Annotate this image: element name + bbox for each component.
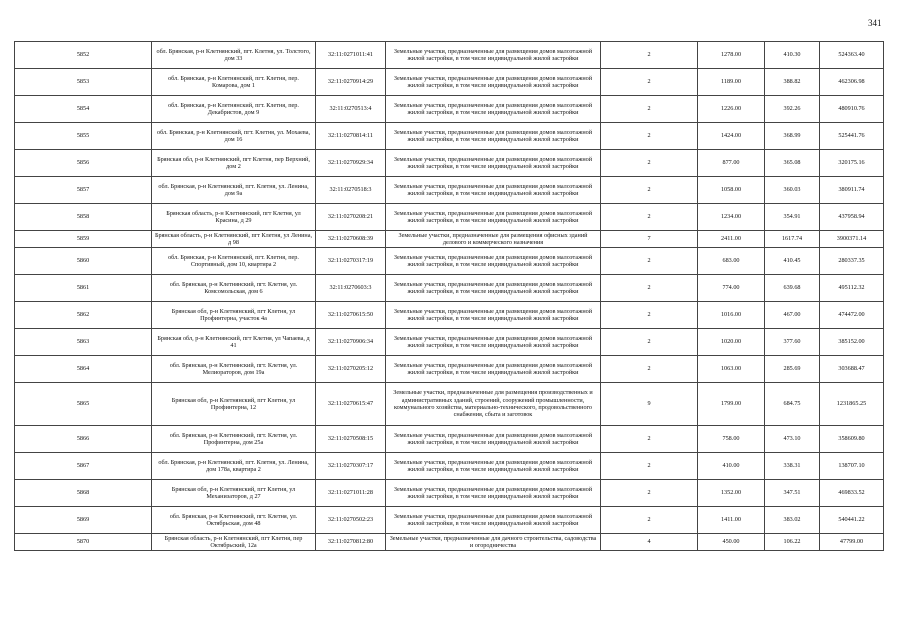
land-use-cell: Земельные участки, предназначенные для размещения домов малоэтажной жилой застройки, в том числе индивидуальной жилой застройки <box>386 507 601 534</box>
land-use-cell: Земельные участки, предназначенные для размещения офисных зданий делового и коммерческого назначения <box>386 231 601 248</box>
page-number: 341 <box>868 18 882 28</box>
specific-value-cell: 354.91 <box>765 204 820 231</box>
address-cell: Брянская область, р-н Клетнянский, пгт Клетня, пер Октябрьский, 12а <box>152 534 316 551</box>
group-cell: 2 <box>601 329 698 356</box>
group-cell: 2 <box>601 453 698 480</box>
land-use-cell: Земельные участки, предназначенные для размещения домов малоэтажной жилой застройки, в том числе индивидуальной жилой застройки <box>386 150 601 177</box>
specific-value-cell: 388.82 <box>765 69 820 96</box>
specific-value-cell: 467.00 <box>765 302 820 329</box>
table-row <box>15 534 884 551</box>
row-number: 5862 <box>15 302 152 329</box>
cadastral-value-cell: 303688.47 <box>820 356 884 383</box>
specific-value-cell: 639.68 <box>765 275 820 302</box>
row-number: 5870 <box>15 534 152 551</box>
area-cell: 1424.00 <box>698 123 765 150</box>
area-cell: 1189.00 <box>698 69 765 96</box>
table-row <box>15 507 884 534</box>
area-cell: 1020.00 <box>698 329 765 356</box>
land-use-cell: Земельные участки, предназначенные для размещения домов малоэтажной жилой застройки, в том числе индивидуальной жилой застройки <box>386 480 601 507</box>
address-cell: обл. Брянская, р-н Клетнянский, пгт. Клетня, ул. Ленина, дом 9а <box>152 177 316 204</box>
land-use-cell: Земельные участки, предназначенные для размещения домов малоэтажной жилой застройки, в том числе индивидуальной жилой застройки <box>386 96 601 123</box>
address-cell: Брянская обл, р-н Клетнянский, пгт Клетня, ул Профинтерна, 12 <box>152 383 316 426</box>
cadastral-number-cell: 32:11:0270205:12 <box>316 356 386 383</box>
address-cell: Брянская область, р-н Клетнянский, пгт Клетня, ул Красина, д 29 <box>152 204 316 231</box>
group-cell: 2 <box>601 177 698 204</box>
land-use-cell: Земельные участки, предназначенные для размещения домов малоэтажной жилой застройки, в том числе индивидуальной жилой застройки <box>386 69 601 96</box>
land-use-cell: Земельные участки, предназначенные для размещения производственных и административных зданий, строений, сооружений промышленности, коммунального хозяйства, материально-технического, продовольственного снабжения, сбыта и заготовок <box>386 383 601 426</box>
cadastral-number-cell: 32:11:0270615:47 <box>316 383 386 426</box>
table-body <box>15 42 884 551</box>
cadastral-value-cell: 3900371.14 <box>820 231 884 248</box>
address-cell: обл. Брянская, р-н Клетнянский, пгт. Клетня, ул. Комсомольская, дом 6 <box>152 275 316 302</box>
specific-value-cell: 338.31 <box>765 453 820 480</box>
land-use-cell: Земельные участки, предназначенные для размещения домов малоэтажной жилой застройки, в том числе индивидуальной жилой застройки <box>386 426 601 453</box>
cadastral-value-cell: 280337.35 <box>820 248 884 275</box>
specific-value-cell: 1617.74 <box>765 231 820 248</box>
area-cell: 410.00 <box>698 453 765 480</box>
group-cell: 9 <box>601 383 698 426</box>
group-cell: 4 <box>601 534 698 551</box>
cadastral-number-cell: 32:11:0270603:3 <box>316 275 386 302</box>
specific-value-cell: 360.03 <box>765 177 820 204</box>
cadastral-value-cell: 480910.76 <box>820 96 884 123</box>
specific-value-cell: 410.45 <box>765 248 820 275</box>
cadastral-value-cell: 385152.00 <box>820 329 884 356</box>
cadastral-number-cell: 32:11:0270608:39 <box>316 231 386 248</box>
cadastral-value-cell: 525441.76 <box>820 123 884 150</box>
area-cell: 1063.00 <box>698 356 765 383</box>
cadastral-number-cell: 32:11:0270508:15 <box>316 426 386 453</box>
area-cell: 1234.00 <box>698 204 765 231</box>
row-number: 5857 <box>15 177 152 204</box>
area-cell: 683.00 <box>698 248 765 275</box>
group-cell: 2 <box>601 69 698 96</box>
cadastral-value-cell: 540441.22 <box>820 507 884 534</box>
specific-value-cell: 106.22 <box>765 534 820 551</box>
address-cell: обл. Брянская, р-н Клетнянский, пгт. Клетня, пер. Спортивный, дом 10, квартира 2 <box>152 248 316 275</box>
address-cell: обл. Брянская, р-н Клетнянский, пгт. Клетня, ул. Профинтерна, дом 25а <box>152 426 316 453</box>
land-use-cell: Земельные участки, предназначенные для размещения домов малоэтажной жилой застройки, в том числе индивидуальной жилой застройки <box>386 275 601 302</box>
table-row <box>15 356 884 383</box>
area-cell: 774.00 <box>698 275 765 302</box>
cadastral-number-cell: 32:11:0270914:29 <box>316 69 386 96</box>
cadastral-number-cell: 32:11:0270513:4 <box>316 96 386 123</box>
table-row <box>15 302 884 329</box>
cadastral-number-cell: 32:11:0270812:80 <box>316 534 386 551</box>
group-cell: 2 <box>601 302 698 329</box>
specific-value-cell: 365.08 <box>765 150 820 177</box>
row-number: 5859 <box>15 231 152 248</box>
specific-value-cell: 285.69 <box>765 356 820 383</box>
land-use-cell: Земельные участки, предназначенные для размещения домов малоэтажной жилой застройки, в том числе индивидуальной жилой застройки <box>386 177 601 204</box>
row-number: 5867 <box>15 453 152 480</box>
land-use-cell: Земельные участки, предназначенные для размещения домов малоэтажной жилой застройки, в том числе индивидуальной жилой застройки <box>386 42 601 69</box>
table-row <box>15 480 884 507</box>
cadastral-number-cell: 32:11:0270502:23 <box>316 507 386 534</box>
table-row <box>15 329 884 356</box>
table-row <box>15 383 884 426</box>
row-number: 5853 <box>15 69 152 96</box>
cadastral-value-cell: 358609.80 <box>820 426 884 453</box>
table-row <box>15 42 884 69</box>
table-row <box>15 123 884 150</box>
cadastral-value-cell: 469833.52 <box>820 480 884 507</box>
table-row <box>15 150 884 177</box>
land-use-cell: Земельные участки, предназначенные для дачного строительства, садоводства и огородничества <box>386 534 601 551</box>
area-cell: 1411.00 <box>698 507 765 534</box>
land-use-cell: Земельные участки, предназначенные для размещения домов малоэтажной жилой застройки, в том числе индивидуальной жилой застройки <box>386 302 601 329</box>
address-cell: Брянская обл, р-н Клетнянский, пгт Клетня, пер Верхний, дом 2 <box>152 150 316 177</box>
address-cell: Брянская область, р-н Клетнянский, пгт Клетня, ул Ленина, д 98 <box>152 231 316 248</box>
table-row <box>15 248 884 275</box>
land-use-cell: Земельные участки, предназначенные для размещения домов малоэтажной жилой застройки, в том числе индивидуальной жилой застройки <box>386 356 601 383</box>
cadastral-number-cell: 32:11:0270208:21 <box>316 204 386 231</box>
cadastral-value-cell: 437958.94 <box>820 204 884 231</box>
cadastral-value-cell: 47799.00 <box>820 534 884 551</box>
address-cell: обл. Брянская, р-н Клетнянский, пгт. Клетня, ул. Мелиораторов, дом 19а <box>152 356 316 383</box>
area-cell: 1016.00 <box>698 302 765 329</box>
cadastral-value-cell: 524363.40 <box>820 42 884 69</box>
cadastral-number-cell: 32:11:0270518:3 <box>316 177 386 204</box>
specific-value-cell: 410.30 <box>765 42 820 69</box>
table-row <box>15 204 884 231</box>
cadastral-number-cell: 32:11:0270814:11 <box>316 123 386 150</box>
area-cell: 2411.00 <box>698 231 765 248</box>
group-cell: 7 <box>601 231 698 248</box>
group-cell: 2 <box>601 96 698 123</box>
row-number: 5855 <box>15 123 152 150</box>
group-cell: 2 <box>601 426 698 453</box>
specific-value-cell: 473.10 <box>765 426 820 453</box>
row-number: 5864 <box>15 356 152 383</box>
cadastral-value-cell: 320175.16 <box>820 150 884 177</box>
cadastral-value-cell: 380911.74 <box>820 177 884 204</box>
row-number: 5860 <box>15 248 152 275</box>
row-number: 5868 <box>15 480 152 507</box>
row-number: 5852 <box>15 42 152 69</box>
address-cell: обл. Брянская, р-н Клетнянский, пгт. Клетня, ул. Ленина, дом 178а, квартира 2 <box>152 453 316 480</box>
cadastral-value-cell: 495112.32 <box>820 275 884 302</box>
area-cell: 1278.00 <box>698 42 765 69</box>
land-use-cell: Земельные участки, предназначенные для размещения домов малоэтажной жилой застройки, в том числе индивидуальной жилой застройки <box>386 248 601 275</box>
group-cell: 2 <box>601 480 698 507</box>
area-cell: 450.00 <box>698 534 765 551</box>
address-cell: Брянская обл, р-н Клетнянский, пгт Клетня, ул Механизаторов, д 27 <box>152 480 316 507</box>
cadastral-number-cell: 32:11:0270615:50 <box>316 302 386 329</box>
specific-value-cell: 347.51 <box>765 480 820 507</box>
address-cell: Брянская обл, р-н Клетнянский, пгт Клетня, ул Профинтерна, участок 4а <box>152 302 316 329</box>
address-cell: обл. Брянская, р-н Клетнянский, пгт. Клетня, пер. Декабристов, дом 9 <box>152 96 316 123</box>
row-number: 5854 <box>15 96 152 123</box>
specific-value-cell: 377.60 <box>765 329 820 356</box>
group-cell: 2 <box>601 150 698 177</box>
address-cell: обл. Брянская, р-н Клетнянский, пгт. Клетня, ул. Мохаева, дом 16 <box>152 123 316 150</box>
row-number: 5858 <box>15 204 152 231</box>
area-cell: 1799.00 <box>698 383 765 426</box>
group-cell: 2 <box>601 204 698 231</box>
cadastral-value-cell: 1231865.25 <box>820 383 884 426</box>
address-cell: обл. Брянская, р-н Клетнянский, пгт. Клетня, ул. Октябрьская, дом 48 <box>152 507 316 534</box>
group-cell: 2 <box>601 123 698 150</box>
table-row <box>15 453 884 480</box>
row-number: 5863 <box>15 329 152 356</box>
address-cell: обл. Брянская, р-н Клетнянский, пгт. Клетня, ул. Толстого, дом 33 <box>152 42 316 69</box>
group-cell: 2 <box>601 507 698 534</box>
area-cell: 1058.00 <box>698 177 765 204</box>
group-cell: 2 <box>601 275 698 302</box>
table-row <box>15 275 884 302</box>
table-row <box>15 231 884 248</box>
area-cell: 758.00 <box>698 426 765 453</box>
specific-value-cell: 684.75 <box>765 383 820 426</box>
specific-value-cell: 392.26 <box>765 96 820 123</box>
group-cell: 2 <box>601 42 698 69</box>
cadastral-number-cell: 32:11:0270307:17 <box>316 453 386 480</box>
land-use-cell: Земельные участки, предназначенные для размещения домов малоэтажной жилой застройки, в том числе индивидуальной жилой застройки <box>386 204 601 231</box>
cadastral-number-cell: 32:11:0271011:28 <box>316 480 386 507</box>
cadastral-number-cell: 32:11:0271011:41 <box>316 42 386 69</box>
table-row <box>15 426 884 453</box>
land-valuation-table <box>14 41 884 551</box>
row-number: 5866 <box>15 426 152 453</box>
row-number: 5856 <box>15 150 152 177</box>
cadastral-number-cell: 32:11:0270929:34 <box>316 150 386 177</box>
specific-value-cell: 383.02 <box>765 507 820 534</box>
group-cell: 2 <box>601 356 698 383</box>
cadastral-value-cell: 474472.00 <box>820 302 884 329</box>
land-use-cell: Земельные участки, предназначенные для размещения домов малоэтажной жилой застройки, в том числе индивидуальной жилой застройки <box>386 329 601 356</box>
cadastral-value-cell: 138707.10 <box>820 453 884 480</box>
address-cell: Брянская обл, р-н Клетнянский, пгт Клетня, ул Чапаева, д 41 <box>152 329 316 356</box>
specific-value-cell: 368.99 <box>765 123 820 150</box>
group-cell: 2 <box>601 248 698 275</box>
area-cell: 877.00 <box>698 150 765 177</box>
land-use-cell: Земельные участки, предназначенные для размещения домов малоэтажной жилой застройки, в том числе индивидуальной жилой застройки <box>386 453 601 480</box>
table-row <box>15 69 884 96</box>
cadastral-number-cell: 32:11:0270317:19 <box>316 248 386 275</box>
table-row <box>15 177 884 204</box>
area-cell: 1352.00 <box>698 480 765 507</box>
land-use-cell: Земельные участки, предназначенные для размещения домов малоэтажной жилой застройки, в том числе индивидуальной жилой застройки <box>386 123 601 150</box>
table-row <box>15 96 884 123</box>
row-number: 5861 <box>15 275 152 302</box>
row-number: 5869 <box>15 507 152 534</box>
address-cell: обл. Брянская, р-н Клетнянский, пгт. Клетня, пер. Комарова, дом 1 <box>152 69 316 96</box>
row-number: 5865 <box>15 383 152 426</box>
cadastral-value-cell: 462306.98 <box>820 69 884 96</box>
area-cell: 1226.00 <box>698 96 765 123</box>
cadastral-number-cell: 32:11:0270906:34 <box>316 329 386 356</box>
